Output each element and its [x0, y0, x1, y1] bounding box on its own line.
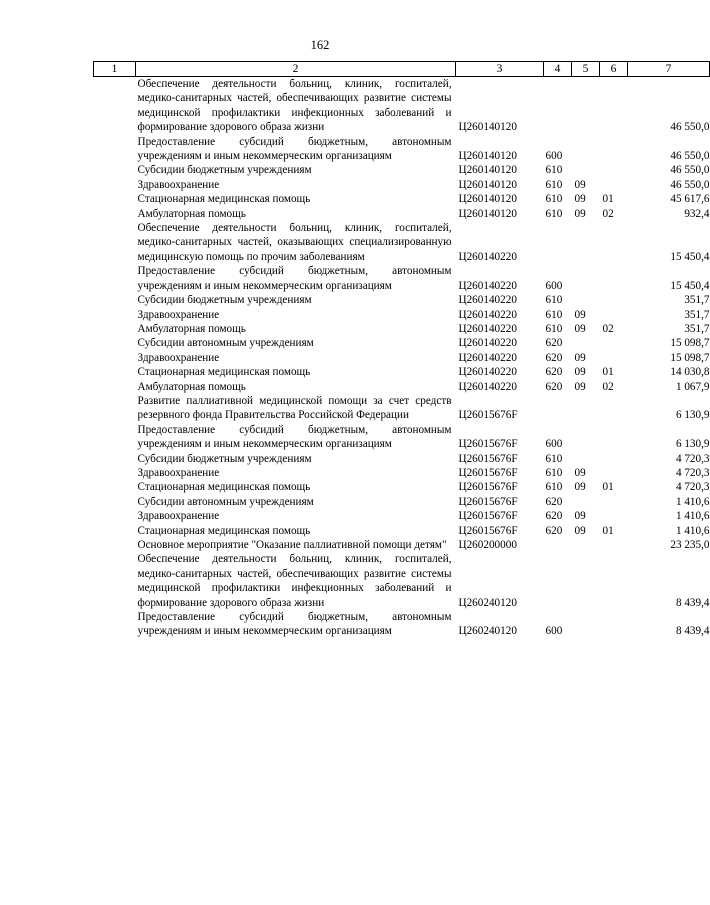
cell-section: [572, 538, 600, 552]
cell-expense-type: 610: [545, 481, 563, 494]
cell-subsection: [600, 423, 628, 452]
cell-expense-type: [544, 394, 572, 423]
header-col-2: 2: [136, 62, 456, 77]
cell-name: Субсидии бюджетным учреждениям: [137, 294, 312, 307]
cell-blank: [94, 480, 136, 494]
cell-name: Субсидии бюджетным учреждениям: [137, 164, 312, 177]
cell-blank: [94, 380, 136, 394]
cell-amount: 351,7: [684, 322, 710, 335]
table-row: [94, 365, 710, 379]
table-row: [94, 509, 710, 523]
cell-amount: 46 550,0: [670, 178, 710, 191]
cell-subsection: [600, 452, 628, 466]
cell-section: [572, 163, 600, 177]
cell-subsection: [600, 610, 628, 639]
cell-amount: 46 550,0: [670, 150, 710, 163]
table-body: [94, 77, 710, 639]
cell-name: Субсидии автономным учреждениям: [137, 495, 314, 508]
cell-subsection: 01: [602, 481, 614, 494]
cell-blank: [94, 77, 136, 135]
cell-amount: 8 439,4: [675, 596, 710, 609]
cell-name: Здравоохранение: [137, 178, 220, 191]
cell-blank: [94, 423, 136, 452]
cell-code: Ц260240120: [458, 625, 517, 638]
cell-subsection: [600, 466, 628, 480]
cell-expense-type: 600: [545, 438, 563, 451]
cell-code: Ц260140120: [458, 164, 517, 177]
cell-subsection: [600, 77, 628, 135]
cell-blank: [94, 610, 136, 639]
cell-blank: [94, 135, 136, 164]
cell-blank: [94, 365, 136, 379]
cell-expense-type: 620: [545, 524, 563, 537]
cell-code: Ц260140220: [458, 337, 517, 350]
cell-subsection: 01: [602, 366, 614, 379]
cell-subsection: [600, 336, 628, 350]
cell-code: Ц260140220: [458, 351, 517, 364]
cell-blank: [94, 452, 136, 466]
cell-code: Ц260140120: [458, 178, 517, 191]
cell-amount: 4 720,3: [675, 481, 710, 494]
cell-code: Ц260140220: [458, 308, 517, 321]
cell-code: Ц260240120: [458, 596, 517, 609]
cell-name: Стационарная медицинская помощь: [137, 524, 311, 537]
table-row: [94, 293, 710, 307]
cell-amount: 1 410,6: [675, 510, 710, 523]
cell-code: Ц260140220: [458, 279, 517, 292]
cell-section: [572, 264, 600, 293]
cell-expense-type: 600: [545, 150, 563, 163]
cell-subsection: [600, 221, 628, 264]
cell-expense-type: 610: [545, 322, 563, 335]
cell-blank: [94, 351, 136, 365]
cell-expense-type: [544, 552, 572, 610]
cell-subsection: 01: [602, 524, 614, 537]
cell-amount: 1 410,6: [675, 495, 710, 508]
cell-name: Предоставление субсидий бюджетным, автономным учреждениям и иным некоммерческим организациям: [137, 611, 452, 638]
table-row: [94, 452, 710, 466]
cell-subsection: [600, 293, 628, 307]
table-row: [94, 610, 710, 639]
header-col-5: 5: [572, 62, 600, 77]
table-row: [94, 264, 710, 293]
cell-amount: 351,7: [684, 308, 710, 321]
cell-expense-type: 610: [545, 178, 563, 191]
cell-section: [572, 293, 600, 307]
cell-name: Амбулаторная помощь: [137, 380, 246, 393]
cell-expense-type: 620: [545, 495, 563, 508]
cell-amount: 15 098,7: [670, 337, 710, 350]
cell-code: Ц260140120: [458, 207, 517, 220]
cell-expense-type: 610: [545, 207, 563, 220]
cell-name: Стационарная медицинская помощь: [137, 193, 311, 206]
cell-section: [572, 77, 600, 135]
cell-section: [572, 552, 600, 610]
cell-blank: [94, 163, 136, 177]
cell-section: 09: [574, 207, 586, 220]
cell-amount: 14 030,8: [670, 366, 710, 379]
cell-section: 09: [574, 322, 586, 335]
cell-blank: [94, 207, 136, 221]
cell-expense-type: 600: [545, 625, 563, 638]
header-col-4: 4: [544, 62, 572, 77]
cell-code: Ц260200000: [458, 539, 517, 551]
cell-subsection: [600, 163, 628, 177]
cell-blank: [94, 509, 136, 523]
table-row: [94, 221, 710, 264]
cell-amount: 15 098,7: [670, 351, 710, 364]
cell-section: [572, 610, 600, 639]
cell-amount: 4 720,3: [675, 466, 710, 479]
cell-name: Основное мероприятие "Оказание паллиативной помощи детям": [137, 539, 447, 551]
cell-subsection: [600, 351, 628, 365]
cell-blank: [94, 336, 136, 350]
cell-blank: [94, 192, 136, 206]
cell-expense-type: 620: [545, 366, 563, 379]
cell-section: 09: [574, 366, 586, 379]
cell-section: 09: [574, 351, 586, 364]
cell-section: 09: [574, 380, 586, 393]
cell-amount: 4 720,3: [675, 452, 710, 465]
cell-expense-type: [544, 538, 572, 552]
cell-name: Предоставление субсидий бюджетным, автономным учреждениям и иным некоммерческим организациям: [137, 135, 452, 163]
cell-amount: 932,4: [684, 207, 710, 220]
cell-name: Обеспечение деятельности больниц, клиник, госпиталей, медико-санитарных частей, оказывающих специализированную медицинскую помощь по прочим заболеваниям: [137, 222, 452, 263]
cell-name: Амбулаторная помощь: [137, 207, 246, 220]
cell-amount: 15 450,4: [670, 250, 710, 263]
cell-subsection: [600, 552, 628, 610]
cell-amount: 351,7: [684, 294, 710, 307]
cell-amount: 8 439,4: [675, 625, 710, 638]
cell-amount: 46 550,0: [670, 164, 710, 177]
cell-section: 09: [574, 193, 586, 206]
cell-subsection: [600, 178, 628, 192]
cell-code: Ц260140120: [458, 121, 517, 134]
cell-name: Развитие паллиативной медицинской помощи за счет средств резервного фонда Правительства Российской Федерации: [137, 394, 452, 422]
cell-section: 09: [574, 481, 586, 494]
cell-blank: [94, 264, 136, 293]
header-col-1: 1: [94, 62, 136, 77]
cell-section: [572, 135, 600, 164]
table-row: [94, 495, 710, 509]
table-row: [94, 163, 710, 177]
table-row: [94, 135, 710, 164]
cell-amount: 6 130,9: [675, 438, 710, 451]
cell-code: Ц26015676F: [458, 510, 518, 523]
cell-blank: [94, 524, 136, 538]
cell-expense-type: [544, 221, 572, 264]
cell-subsection: [600, 538, 628, 552]
header-col-6: 6: [600, 62, 628, 77]
table-row: [94, 423, 710, 452]
header-col-3: 3: [456, 62, 544, 77]
table-row: [94, 351, 710, 365]
table-row: [94, 380, 710, 394]
cell-expense-type: 610: [545, 452, 563, 465]
cell-amount: 1 410,6: [675, 524, 710, 537]
table-row: [94, 466, 710, 480]
cell-blank: [94, 293, 136, 307]
cell-blank: [94, 322, 136, 336]
table-row: [94, 192, 710, 206]
cell-blank: [94, 221, 136, 264]
cell-expense-type: 620: [545, 380, 563, 393]
header-col-7: 7: [628, 62, 710, 77]
table-row: [94, 538, 710, 552]
cell-section: [572, 221, 600, 264]
cell-blank: [94, 394, 136, 423]
cell-amount: 23 235,0: [670, 539, 710, 551]
table-row: [94, 552, 710, 610]
budget-table: [93, 61, 710, 639]
cell-code: Ц260140120: [458, 193, 517, 206]
cell-subsection: 02: [602, 322, 614, 335]
cell-subsection: [600, 394, 628, 423]
table-row: [94, 480, 710, 494]
cell-name: Стационарная медицинская помощь: [137, 481, 311, 494]
cell-subsection: [600, 135, 628, 164]
cell-subsection: [600, 264, 628, 293]
cell-amount: 45 617,6: [670, 193, 710, 206]
header-row: [94, 62, 710, 77]
cell-name: Субсидии бюджетным учреждениям: [137, 452, 312, 465]
cell-expense-type: 610: [545, 193, 563, 206]
table-row: [94, 394, 710, 423]
cell-section: [572, 394, 600, 423]
cell-expense-type: 610: [545, 466, 563, 479]
cell-code: Ц26015676F: [458, 481, 518, 494]
cell-code: Ц26015676F: [458, 495, 518, 508]
cell-expense-type: 620: [545, 337, 563, 350]
cell-subsection: [600, 509, 628, 523]
cell-blank: [94, 552, 136, 610]
cell-section: [572, 423, 600, 452]
cell-code: Ц260140220: [458, 322, 517, 335]
cell-expense-type: 610: [545, 164, 563, 177]
cell-code: Ц26015676F: [458, 466, 518, 479]
cell-blank: [94, 466, 136, 480]
cell-code: Ц26015676F: [458, 452, 518, 465]
cell-name: Здравоохранение: [137, 351, 220, 364]
cell-expense-type: 610: [545, 308, 563, 321]
table-row: [94, 77, 710, 135]
cell-amount: 15 450,4: [670, 279, 710, 292]
table-row: [94, 308, 710, 322]
cell-code: Ц26015676F: [458, 438, 518, 451]
cell-name: Здравоохранение: [137, 510, 220, 523]
cell-subsection: [600, 495, 628, 509]
cell-blank: [94, 308, 136, 322]
cell-code: Ц260140120: [458, 150, 517, 163]
cell-blank: [94, 178, 136, 192]
cell-subsection: 01: [602, 193, 614, 206]
cell-name: Здравоохранение: [137, 466, 220, 479]
cell-code: Ц260140220: [458, 250, 517, 263]
table-row: [94, 322, 710, 336]
cell-expense-type: 620: [545, 510, 563, 523]
cell-name: Предоставление субсидий бюджетным, автономным учреждениям и иным некоммерческим организациям: [137, 265, 452, 292]
table-row: [94, 524, 710, 538]
cell-code: Ц260140220: [458, 366, 517, 379]
cell-section: 09: [574, 308, 586, 321]
cell-subsection: 02: [602, 207, 614, 220]
cell-name: Субсидии автономным учреждениям: [137, 337, 314, 350]
cell-amount: 1 067,9: [675, 380, 710, 393]
cell-blank: [94, 538, 136, 552]
cell-name: Амбулаторная помощь: [137, 322, 246, 335]
cell-section: [572, 495, 600, 509]
cell-code: Ц260140220: [458, 380, 517, 393]
cell-name: Обеспечение деятельности больниц, клиник, госпиталей, медико-санитарных частей, обеспечивающих развитие системы медицинской профилактики инфекционных заболеваний и формирование здорового образа жизни: [137, 553, 452, 609]
cell-section: 09: [574, 466, 586, 479]
cell-section: [572, 336, 600, 350]
cell-subsection: [600, 308, 628, 322]
cell-expense-type: [544, 77, 572, 135]
cell-blank: [94, 495, 136, 509]
cell-subsection: 02: [602, 380, 614, 393]
cell-expense-type: 600: [545, 279, 563, 292]
table-row: [94, 178, 710, 192]
cell-section: [572, 452, 600, 466]
cell-code: Ц26015676F: [458, 524, 518, 537]
page-number: 162: [310, 38, 330, 52]
table-row: [94, 336, 710, 350]
cell-expense-type: 610: [545, 294, 563, 307]
cell-code: Ц260140220: [458, 294, 517, 307]
cell-amount: 6 130,9: [675, 409, 710, 422]
cell-code: Ц26015676F: [458, 409, 518, 422]
table-row: [94, 207, 710, 221]
cell-section: 09: [574, 524, 586, 537]
cell-name: Здравоохранение: [137, 308, 220, 321]
cell-section: 09: [574, 510, 586, 523]
cell-name: Предоставление субсидий бюджетным, автономным учреждениям и иным некоммерческим организациям: [137, 423, 452, 451]
cell-amount: 46 550,0: [670, 121, 710, 134]
cell-expense-type: 620: [545, 351, 563, 364]
cell-name: Обеспечение деятельности больниц, клиник, госпиталей, медико-санитарных частей, обеспечивающих развитие системы медицинской профилактики инфекционных заболеваний и формирование здорового образа жизни: [137, 78, 452, 134]
cell-section: 09: [574, 178, 586, 191]
cell-name: Стационарная медицинская помощь: [137, 366, 311, 379]
